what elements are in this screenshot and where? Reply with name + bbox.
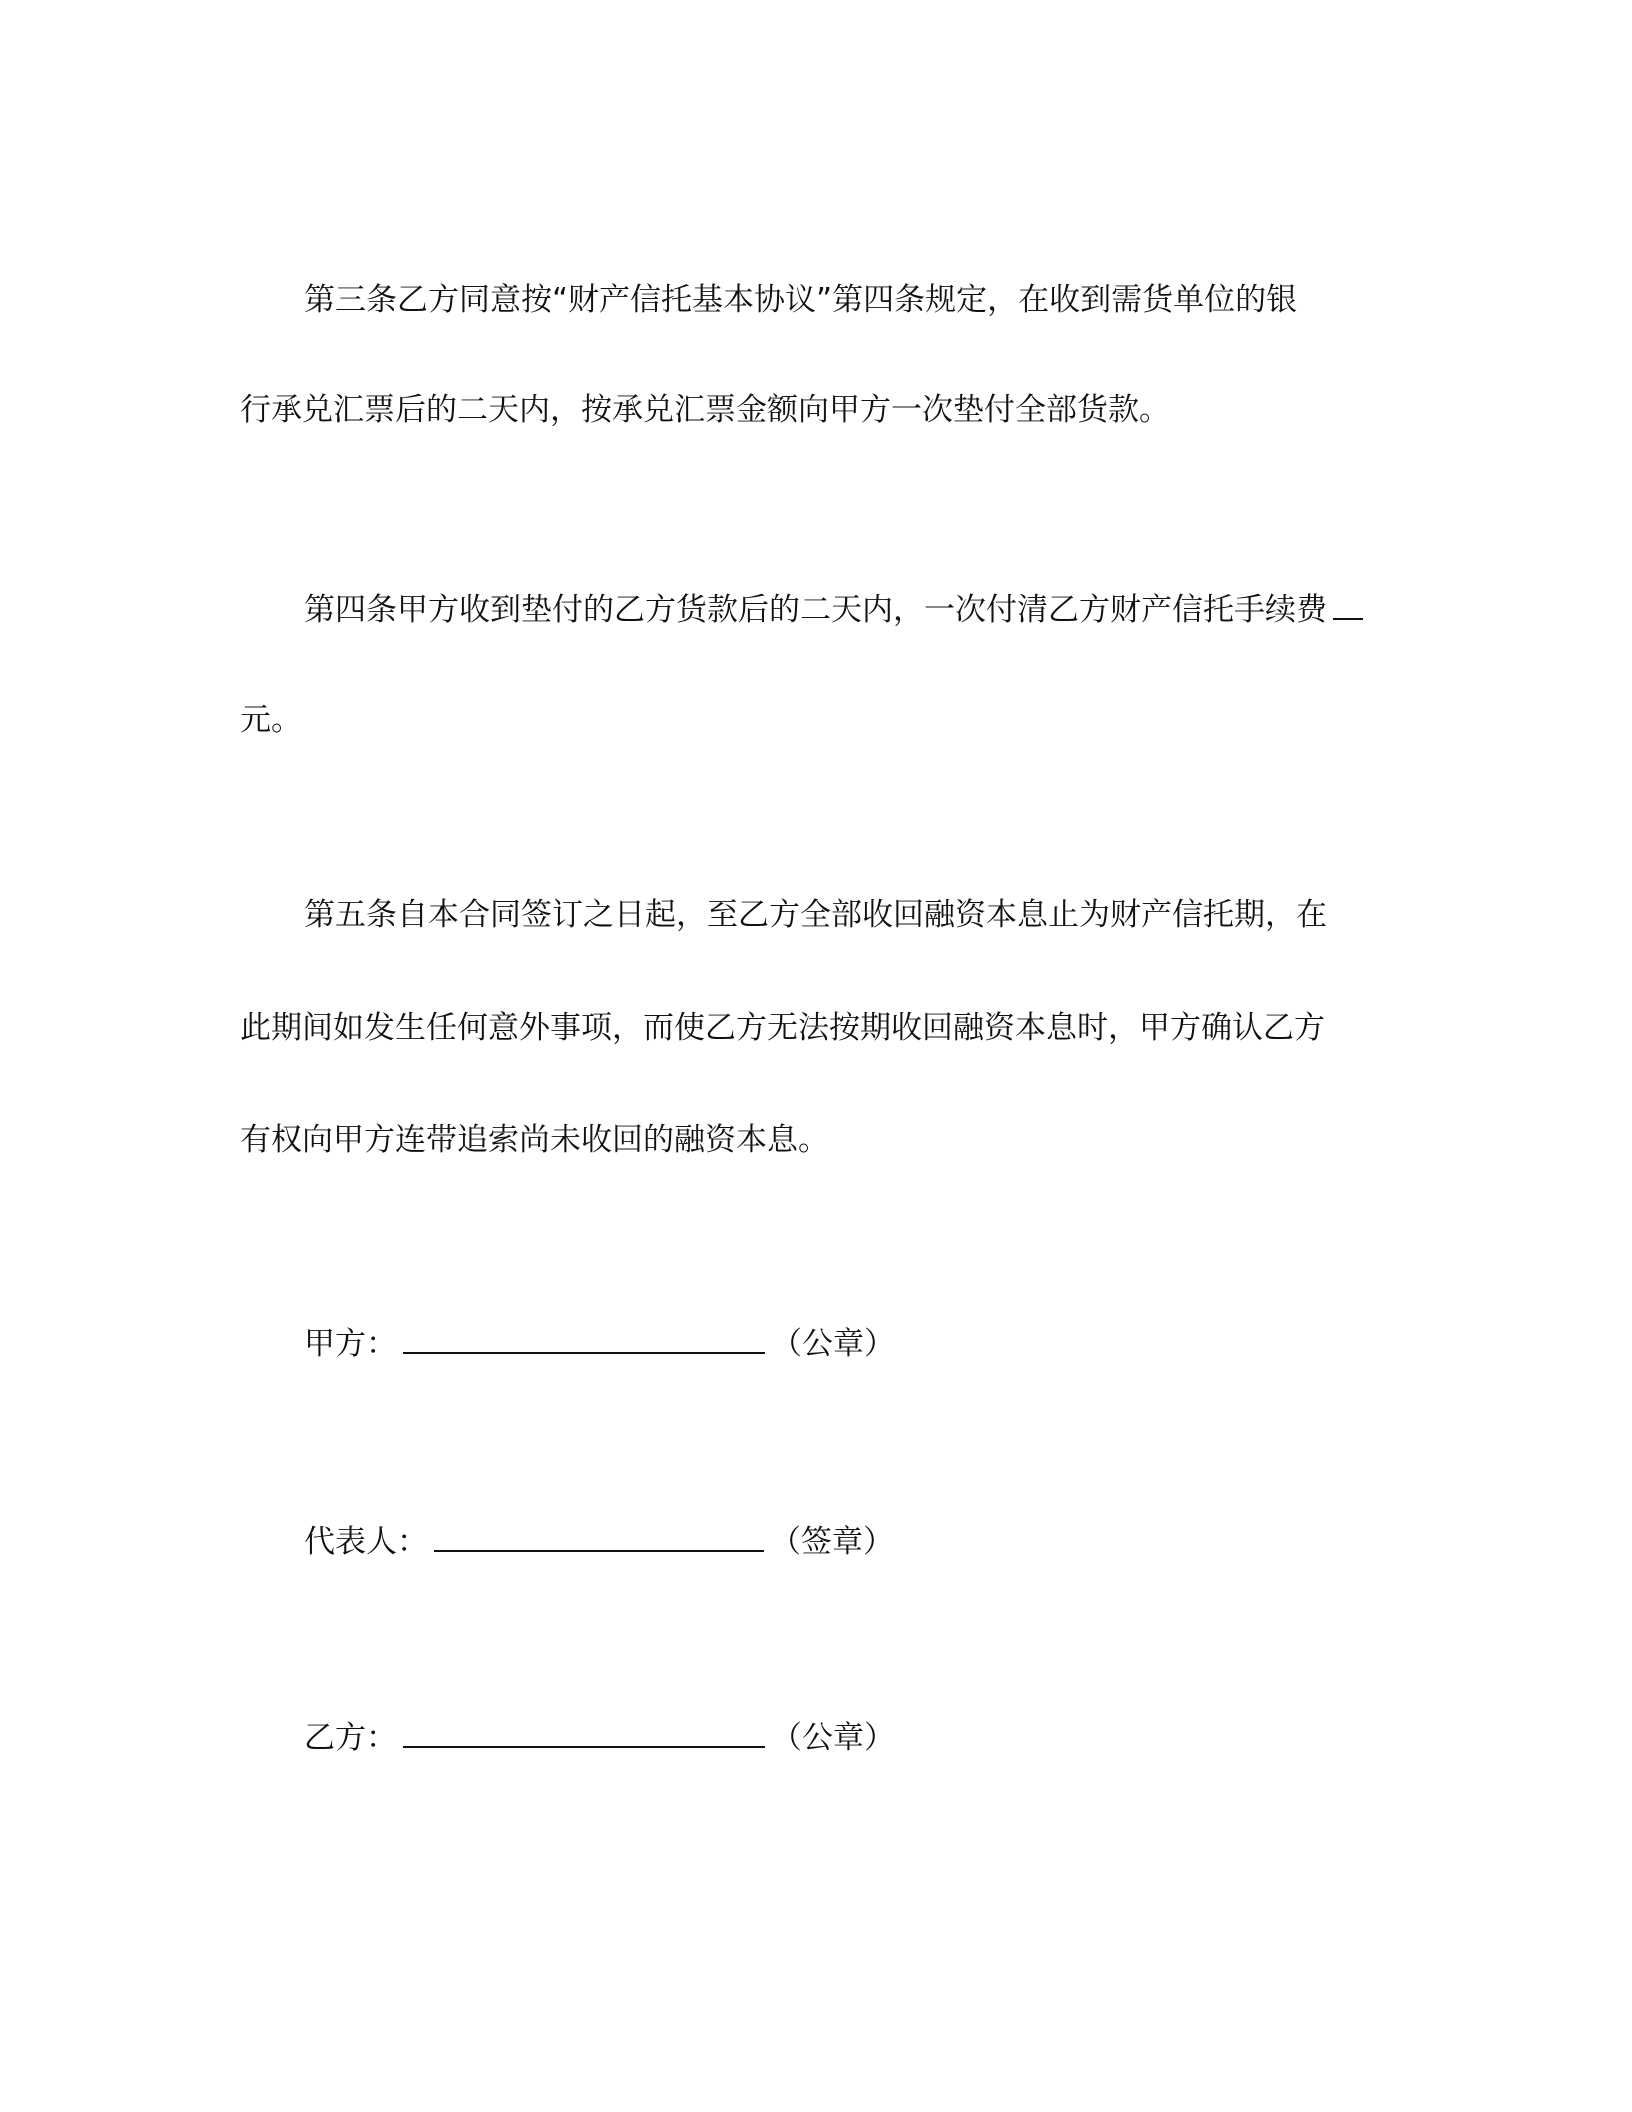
party-a-signature-row [304,1322,895,1364]
representative-label: 代表人： [304,1524,428,1560]
fee-amount-blank [1333,588,1363,620]
article-3-line-1: 第三条乙方同意按“财产信托基本协议”第四条规定，在收到需货单位的银 [304,282,1298,318]
article-5-line-1: 第五条自本合同签订之日起，至乙方全部收回融资本息止为财产信托期，在 [304,897,1327,933]
article-4-text: 第四条甲方收到垫付的乙方货款后的二天内，一次付清乙方财产信托手续费 [304,592,1327,628]
party-a-blank [403,1322,765,1354]
party-b-seal-note: （公章） [771,1720,895,1756]
representative-blank [434,1520,764,1552]
party-b-label: 乙方： [304,1720,397,1756]
party-a-label: 甲方： [304,1326,397,1362]
party-b-blank [403,1716,765,1748]
representative-signature-row [304,1520,894,1562]
party-b-signature-row [304,1716,895,1758]
article-4-line-2: 元。 [240,702,302,738]
article-3-line-2: 行承兑汇票后的二天内，按承兑汇票金额向甲方一次垫付全部货款。 [240,392,1170,428]
article-4-line-1 [304,588,1363,630]
representative-seal-note: （签章） [770,1524,894,1560]
article-5-line-2: 此期间如发生任何意外事项，而使乙方无法按期收回融资本息时，甲方确认乙方 [240,1010,1325,1046]
article-5-line-3: 有权向甲方连带追索尚未收回的融资本息。 [240,1122,829,1158]
party-a-seal-note: （公章） [771,1326,895,1362]
